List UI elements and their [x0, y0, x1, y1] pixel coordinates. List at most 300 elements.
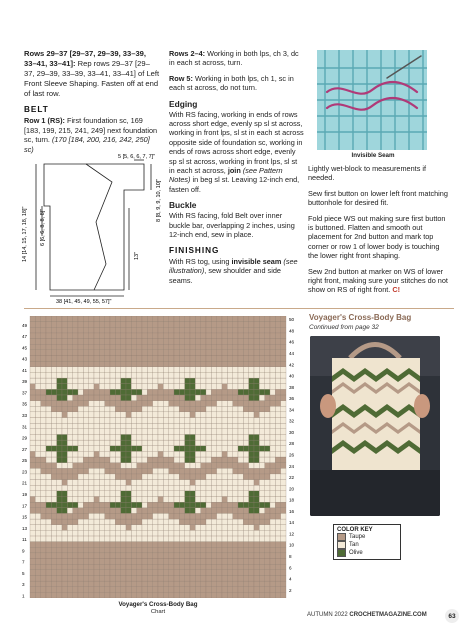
- chart-cell: [265, 559, 270, 565]
- chart-cell: [270, 564, 275, 570]
- chart-cell: [41, 355, 46, 361]
- chart-cell: [41, 592, 46, 598]
- chart-cell: [83, 333, 88, 339]
- chart-cell: [201, 547, 206, 553]
- chart-cell: [30, 418, 35, 424]
- chart-cell: [110, 423, 115, 429]
- chart-cell: [67, 485, 72, 491]
- chart-cell: [121, 474, 126, 480]
- chart-cell: [147, 418, 152, 424]
- chart-cell: [259, 463, 264, 469]
- right-p1: Lightly wet-block to measurements if needed.: [308, 164, 427, 183]
- end-mark: C!: [392, 285, 401, 295]
- chart-cell: [254, 451, 259, 457]
- chart-cell: [249, 344, 254, 350]
- chart-cell: [137, 463, 142, 469]
- chart-cell: [57, 581, 62, 587]
- chart-cell: [275, 463, 280, 469]
- chart-cell: [259, 587, 264, 593]
- chart-cell: [35, 457, 40, 463]
- chart-cell: [179, 384, 184, 390]
- chart-cell: [41, 508, 46, 514]
- chart-cell: [259, 355, 264, 361]
- chart-cell: [281, 344, 286, 350]
- chart-cell: [147, 592, 152, 598]
- chart-cell: [51, 592, 56, 598]
- chart-cell: [185, 372, 190, 378]
- chart-cell: [131, 395, 136, 401]
- chart-cell: [169, 502, 174, 508]
- chart-cell: [222, 395, 227, 401]
- dim-left-small: 6 [6, 6, 8, 8, 8]": [40, 208, 46, 246]
- chart-cell: [179, 350, 184, 356]
- chart-cell: [46, 508, 51, 514]
- chart-cell: [163, 378, 168, 384]
- chart-cell: [57, 463, 62, 469]
- chart-cell: [201, 496, 206, 502]
- chart-cell: [137, 406, 142, 412]
- chart-cell: [185, 513, 190, 519]
- chart-cell: [281, 468, 286, 474]
- chart-cell: [195, 429, 200, 435]
- chart-cell: [158, 446, 163, 452]
- chart-cell: [46, 559, 51, 565]
- chart-cell: [158, 559, 163, 565]
- chart-cell: [35, 525, 40, 531]
- chart-cell: [233, 468, 238, 474]
- chart-cell: [158, 564, 163, 570]
- chart-cell: [158, 485, 163, 491]
- chart-grid: [22, 316, 310, 598]
- dim-bottom: 38 [41, 45, 49, 55, 57]": [56, 299, 112, 304]
- chart-cell: [99, 530, 104, 536]
- chart-cell: [73, 316, 78, 322]
- chart-cell: [137, 508, 142, 514]
- chart-cell: [201, 322, 206, 328]
- chart-cell: [249, 559, 254, 565]
- buckle-heading: Buckle: [169, 200, 197, 211]
- chart-cell: [233, 496, 238, 502]
- chart-cell: [41, 451, 46, 457]
- chart-cell: [153, 587, 158, 593]
- chart-cell: [233, 322, 238, 328]
- chart-cell: [35, 361, 40, 367]
- chart-cell: [62, 350, 67, 356]
- chart-cell: [67, 457, 72, 463]
- chart-cell: [89, 344, 94, 350]
- chart-cell: [105, 316, 110, 322]
- chart-cell: [137, 418, 142, 424]
- chart-cell: [158, 327, 163, 333]
- chart-cell: [249, 389, 254, 395]
- chart-cell: [121, 491, 126, 497]
- chart-cell: [137, 429, 142, 435]
- row5: [169, 74, 304, 93]
- chart-cell: [254, 367, 259, 373]
- chart-cell: [238, 592, 243, 598]
- row-number-left: 17: [22, 503, 28, 509]
- chart-cell: [233, 559, 238, 565]
- chart-cell: [185, 587, 190, 593]
- chart-cell: [249, 508, 254, 514]
- chart-cell: [67, 508, 72, 514]
- chart-cell: [195, 457, 200, 463]
- row-number-right: 16: [289, 508, 295, 514]
- chart-cell: [211, 418, 216, 424]
- chart-cell: [78, 525, 83, 531]
- chart-cell: [217, 581, 222, 587]
- chart-cell: [94, 496, 99, 502]
- chart-cell: [153, 355, 158, 361]
- chart-cell: [57, 361, 62, 367]
- chart-cell: [41, 559, 46, 565]
- chart-cell: [126, 378, 131, 384]
- middle-column: [169, 49, 304, 291]
- chart-cell: [99, 485, 104, 491]
- chart-cell: [99, 339, 104, 345]
- chart-cell: [94, 480, 99, 486]
- chart-cell: [222, 480, 227, 486]
- chart-cell: [265, 587, 270, 593]
- chart-cell: [110, 395, 115, 401]
- row5-label: Row 5:: [169, 73, 193, 83]
- chart-cell: [131, 581, 136, 587]
- chart-cell: [238, 384, 243, 390]
- chart-cell: [163, 451, 168, 457]
- chart-cell: [83, 423, 88, 429]
- chart-cell: [243, 519, 248, 525]
- row-number-right: 38: [289, 384, 295, 390]
- chart-cell: [99, 378, 104, 384]
- chart-cell: [41, 344, 46, 350]
- chart-cell: [227, 339, 232, 345]
- chart-cell: [201, 429, 206, 435]
- chart-cell: [153, 564, 158, 570]
- chart-cell: [147, 429, 152, 435]
- chart-cell: [201, 339, 206, 345]
- chart-cell: [73, 581, 78, 587]
- chart-cell: [137, 322, 142, 328]
- chart-cell: [211, 372, 216, 378]
- chart-cell: [243, 457, 248, 463]
- chart-cell: [62, 423, 67, 429]
- chart-cell: [190, 367, 195, 373]
- chart-cell: [51, 463, 56, 469]
- chart-cell: [195, 389, 200, 395]
- chart-cell: [73, 434, 78, 440]
- chart-cell: [211, 339, 216, 345]
- chart-cell: [249, 587, 254, 593]
- chart-cell: [185, 485, 190, 491]
- chart-cell: [222, 496, 227, 502]
- chart-cell: [35, 559, 40, 565]
- chart-cell: [46, 581, 51, 587]
- chart-cell: [46, 451, 51, 457]
- chart-cell: [73, 451, 78, 457]
- tan-swatch: [337, 541, 346, 549]
- chart-cell: [190, 423, 195, 429]
- chart-cell: [62, 496, 67, 502]
- chart-cell: [238, 322, 243, 328]
- chart-cell: [105, 485, 110, 491]
- bag-continued: Continued from page 32: [309, 324, 379, 331]
- chart-cell: [89, 474, 94, 480]
- chart-cell: [142, 401, 147, 407]
- chart-cell: [190, 333, 195, 339]
- chart-cell: [89, 451, 94, 457]
- chart-cell: [147, 406, 152, 412]
- chart-cell: [211, 322, 216, 328]
- chart-cell: [222, 372, 227, 378]
- chart-cell: [62, 333, 67, 339]
- chart-cell: [121, 575, 126, 581]
- chart-cell: [142, 559, 147, 565]
- chart-cell: [243, 327, 248, 333]
- chart-cell: [137, 592, 142, 598]
- chart-cell: [275, 530, 280, 536]
- chart-cell: [115, 553, 120, 559]
- chart-cell: [270, 485, 275, 491]
- chart-cell: [201, 530, 206, 536]
- chart-cell: [259, 361, 264, 367]
- chart-cell: [94, 339, 99, 345]
- chart-cell: [195, 440, 200, 446]
- chart-cell: [30, 316, 35, 322]
- chart-cell: [249, 542, 254, 548]
- chart-cell: [67, 530, 72, 536]
- right-p2: Sew first button on lower left front matching buttonhole for desired fit.: [308, 188, 448, 208]
- chart-cell: [233, 327, 238, 333]
- chart-cell: [35, 395, 40, 401]
- chart-cell: [275, 581, 280, 587]
- chart-cell: [89, 508, 94, 514]
- chart-cell: [67, 361, 72, 367]
- chart-cell: [105, 581, 110, 587]
- chart-cell: [222, 457, 227, 463]
- chart-cell: [169, 423, 174, 429]
- chart-cell: [169, 350, 174, 356]
- dim-left: 14 [14, 15, 17, 18, 18]": [22, 206, 28, 262]
- chart-cell: [227, 350, 232, 356]
- chart-cell: [201, 587, 206, 593]
- chart-cell: [217, 339, 222, 345]
- chart-cell: [153, 434, 158, 440]
- chart-cell: [238, 412, 243, 418]
- chart-cell: [201, 367, 206, 373]
- chart-cell: [206, 542, 211, 548]
- chart-cell: [94, 434, 99, 440]
- footer-site: CROCHETMAGAZINE.COM: [349, 612, 427, 618]
- chart-cell: [179, 406, 184, 412]
- chart-cell: [254, 547, 259, 553]
- chart-cell: [110, 355, 115, 361]
- chart-cell: [195, 513, 200, 519]
- chart-cell: [174, 525, 179, 531]
- chart-cell: [227, 570, 232, 576]
- chart-cell: [249, 401, 254, 407]
- chart-cell: [147, 384, 152, 390]
- chart-cell: [121, 350, 126, 356]
- key-label-taupe: Taupe: [349, 534, 366, 540]
- chart-cell: [131, 339, 136, 345]
- chart-cell: [185, 581, 190, 587]
- chart-cell: [57, 536, 62, 542]
- chart-cell: [233, 463, 238, 469]
- chart-cell: [51, 587, 56, 593]
- chart-cell: [169, 316, 174, 322]
- chart-cell: [190, 485, 195, 491]
- chart-cell: [211, 412, 216, 418]
- chart-cell: [265, 463, 270, 469]
- chart-cell: [142, 536, 147, 542]
- chart-cell: [275, 339, 280, 345]
- chart-cell: [249, 434, 254, 440]
- chart-cell: [158, 339, 163, 345]
- chart-cell: [211, 429, 216, 435]
- chart-cell: [158, 440, 163, 446]
- chart-cell: [281, 333, 286, 339]
- chart-cell: [110, 468, 115, 474]
- chart-cell: [153, 474, 158, 480]
- chart-cell: [158, 536, 163, 542]
- chart-cell: [179, 519, 184, 525]
- chart-cell: [259, 468, 264, 474]
- chart-cell: [206, 547, 211, 553]
- chart-cell: [115, 412, 120, 418]
- chart-cell: [153, 485, 158, 491]
- chart-cell: [137, 581, 142, 587]
- chart-cell: [105, 502, 110, 508]
- chart-cell: [185, 525, 190, 531]
- chart-cell: [94, 525, 99, 531]
- chart-cell: [185, 440, 190, 446]
- chart-cell: [158, 542, 163, 548]
- chart-cell: [99, 322, 104, 328]
- chart-cell: [195, 350, 200, 356]
- chart-cell: [259, 339, 264, 345]
- chart-cell: [41, 581, 46, 587]
- chart-cell: [83, 406, 88, 412]
- chart-cell: [62, 508, 67, 514]
- chart-cell: [206, 384, 211, 390]
- chart-cell: [62, 361, 67, 367]
- chart-cell: [275, 395, 280, 401]
- chart-cell: [163, 480, 168, 486]
- chart-cell: [206, 519, 211, 525]
- chart-cell: [281, 322, 286, 328]
- chart-cell: [206, 485, 211, 491]
- chart-cell: [99, 440, 104, 446]
- chart-cell: [243, 322, 248, 328]
- chart-cell: [195, 361, 200, 367]
- chart-cell: [243, 395, 248, 401]
- chart-cell: [211, 553, 216, 559]
- chart-cell: [67, 581, 72, 587]
- chart-cell: [41, 575, 46, 581]
- chart-cell: [163, 564, 168, 570]
- taupe-swatch: [337, 533, 346, 541]
- rows2-4-body: Working in both lps, ch 3, dc in each st across, turn.: [169, 49, 299, 68]
- chart-cell: [73, 406, 78, 412]
- chart-cell: [281, 474, 286, 480]
- chart-cell: [110, 587, 115, 593]
- chart-cell: [270, 322, 275, 328]
- chart-cell: [83, 536, 88, 542]
- chart-cell: [94, 553, 99, 559]
- chart-cell: [126, 587, 131, 593]
- chart-cell: [137, 316, 142, 322]
- chart-cell: [67, 575, 72, 581]
- chart-cell: [249, 316, 254, 322]
- chart-cell: [142, 327, 147, 333]
- chart-cell: [35, 513, 40, 519]
- chart-cell: [41, 485, 46, 491]
- chart-cell: [126, 559, 131, 565]
- chart-cell: [30, 519, 35, 525]
- chart-cell: [46, 525, 51, 531]
- chart-cell: [254, 406, 259, 412]
- chart-cell: [62, 401, 67, 407]
- chart-cell: [227, 434, 232, 440]
- chart-cell: [275, 457, 280, 463]
- chart-cell: [57, 423, 62, 429]
- row-number-left: 5: [22, 570, 25, 576]
- chart-cell: [57, 384, 62, 390]
- chart-cell: [222, 418, 227, 424]
- chart-cell: [73, 564, 78, 570]
- chart-cell: [195, 372, 200, 378]
- chart-cell: [174, 361, 179, 367]
- chart-cell: [147, 508, 152, 514]
- chart-cell: [121, 513, 126, 519]
- chart-cell: [147, 401, 152, 407]
- chart-cell: [259, 559, 264, 565]
- chart-cell: [105, 418, 110, 424]
- chart-cell: [233, 384, 238, 390]
- chart-cell: [265, 406, 270, 412]
- chart-cell: [62, 547, 67, 553]
- chart-cell: [158, 418, 163, 424]
- chart-cell: [211, 513, 216, 519]
- chart-cell: [174, 350, 179, 356]
- chart-cell: [222, 446, 227, 452]
- chart-cell: [185, 446, 190, 452]
- chart-cell: [78, 451, 83, 457]
- chart-cell: [99, 446, 104, 452]
- chart-cell: [73, 496, 78, 502]
- chart-cell: [126, 316, 131, 322]
- chart-cell: [243, 367, 248, 373]
- chart-cell: [169, 491, 174, 497]
- chart-cell: [110, 542, 115, 548]
- chart-cell: [51, 485, 56, 491]
- chart-cell: [30, 446, 35, 452]
- chart-cell: [190, 412, 195, 418]
- chart-cell: [126, 350, 131, 356]
- chart-cell: [227, 496, 232, 502]
- chart-cell: [41, 412, 46, 418]
- chart-cell: [163, 457, 168, 463]
- chart-cell: [163, 508, 168, 514]
- chart-cell: [137, 570, 142, 576]
- chart-cell: [142, 508, 147, 514]
- chart-cell: [137, 451, 142, 457]
- chart-cell: [243, 542, 248, 548]
- chart-cell: [121, 412, 126, 418]
- chart-cell: [105, 355, 110, 361]
- chart-cell: [211, 564, 216, 570]
- chart-cell: [174, 502, 179, 508]
